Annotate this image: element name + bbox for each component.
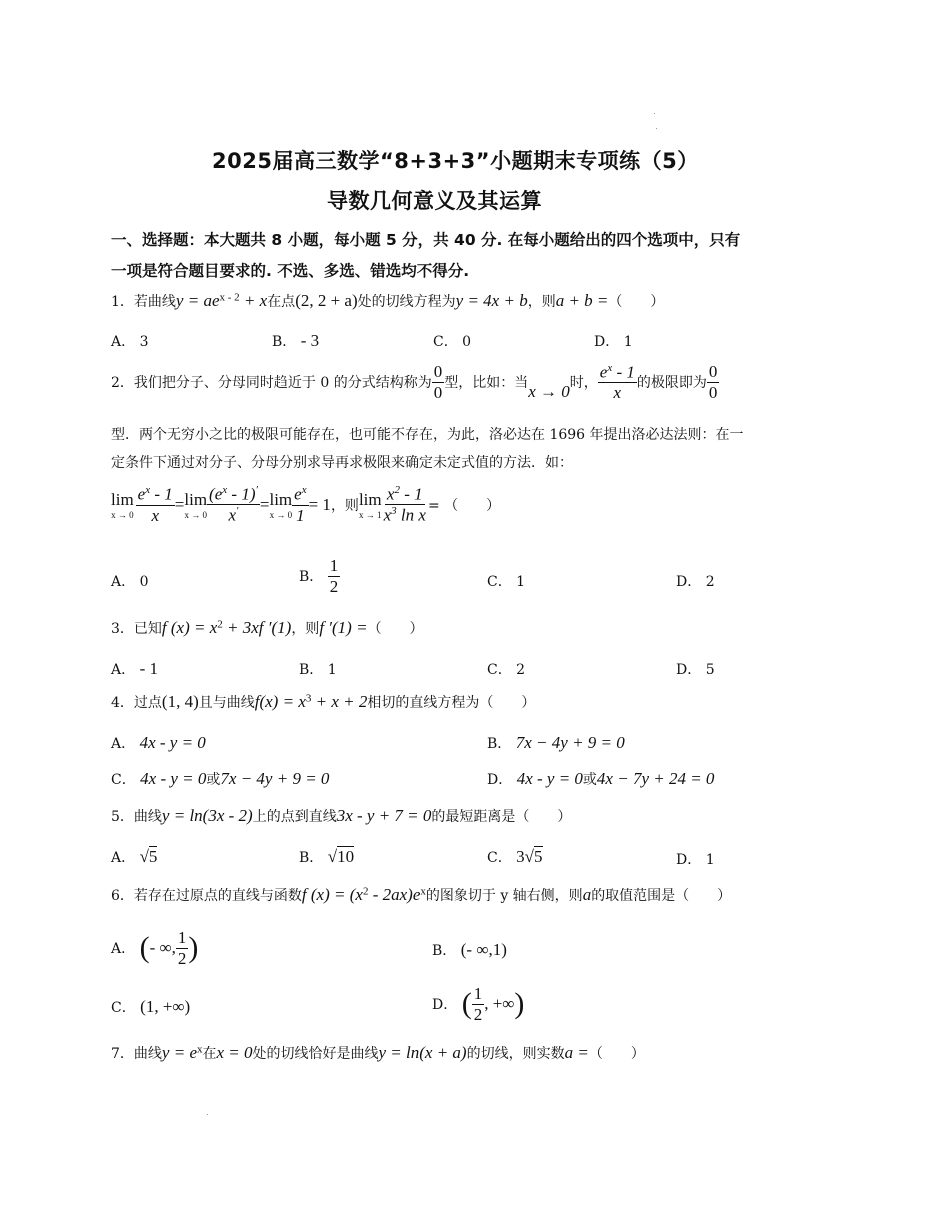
q2-option-b[interactable]: B． $\frac{1}{2}$	[299, 556, 339, 596]
zero-over-zero: $\frac{0}{0}$	[433, 362, 443, 402]
section-heading-line1: 一、选择题：本大题共 8 小题，每小题 5 分，共 40 分. 在每小题给出的四个选项中，只有	[111, 231, 741, 249]
question-6: 6．若存在过原点的直线与函数f $(x) = (x^2 - 2ax)e^x$的图象切于 y 轴右侧，则a的取值范围是（ ）	[111, 885, 732, 904]
q5-option-c[interactable]: C． 3√5	[487, 847, 543, 866]
question-2-line1: 2．我们把分子、分母同时趋近于 0 的分式结构称为 $\frac{0}{0}$ 型，比如：当 x → 0 时， $\frac{e^x - 1}{x}$ 的极限即为 $\frac{0}{0}$	[111, 362, 718, 403]
q4-option-b[interactable]: B． 7x − 4y + 9 = 0	[487, 733, 625, 752]
lhopital-example: lim x → 0 $\frac{e^x - 1}{x}$ = lim x → 0 $\frac{(e^x - 1)'}{x'}$ = lim x → 0 $\frac{e^x}{1}$ = 1 ，则 lim x → 1 $\frac{x^2 - 1}{x^3 \ln x}$ = （ ）	[111, 484, 501, 525]
question-2-line2: 型．两个无穷小之比的极限可能存在，也可能不存在，为此，洛必达在 1696 年提出洛必达法则：在一	[111, 427, 744, 443]
q3-option-d[interactable]: D． 5	[676, 662, 715, 678]
page-title: 2025届高三数学“8+3+3”小题期末专项练（5）	[212, 149, 699, 173]
q1-option-d[interactable]: D． 1	[594, 334, 633, 350]
q3-option-c[interactable]: C． 2	[487, 662, 526, 678]
question-3: 3．已知f $(x) = x^2 + 3xf$ ′(1)，则f ′(1) =（ ）	[111, 618, 424, 637]
q2-option-c[interactable]: C． 1	[487, 574, 526, 590]
q6-option-d[interactable]: D． ( $\frac{1}{2}$ , +∞ )	[432, 984, 525, 1024]
scan-dot	[656, 128, 657, 129]
q1-option-b[interactable]: B． - 3	[272, 331, 320, 350]
question-5: 5．曲线y = ln(3x - 2)上的点到直线3x - y + 7 = 0的最短距离是（ ）	[111, 806, 572, 825]
q4-option-a[interactable]: A． 4x - y = 0	[111, 733, 206, 752]
q2-option-d[interactable]: D． 2	[676, 574, 715, 590]
q5-option-b[interactable]: B． √10	[299, 847, 355, 866]
q5-option-a[interactable]: A． √5	[111, 847, 158, 866]
q1-option-a[interactable]: A． 3	[111, 334, 149, 350]
q6-option-b[interactable]: B． (- ∞,1)	[432, 940, 507, 959]
q5-option-d[interactable]: D． 1	[676, 852, 715, 868]
q3-option-a[interactable]: A． - 1	[111, 659, 158, 678]
q2-option-a[interactable]: A． 0	[111, 574, 149, 590]
ex-fraction: $\frac{e^x - 1}{x}$	[599, 362, 635, 403]
q4-option-c[interactable]: C． 4x - y = 0或7x − 4y + 9 = 0	[111, 769, 330, 788]
q3-option-b[interactable]: B． 1	[299, 662, 337, 678]
section-heading-line2: 一项是符合题目要求的. 不选、多选、错选均不得分.	[111, 262, 470, 280]
question-1: 1．若曲线$y = ae^{x - 2} + x$在点(2, 2 + a)处的切线方程为y = 4x + b，则a + b =（ ）	[111, 291, 665, 310]
question-4: 4．过点(1, 4)且与曲线$f(x) = x^3 + x + 2$相切的直线方程为（ ）	[111, 692, 536, 711]
q6-option-c[interactable]: C． (1, +∞)	[111, 997, 191, 1016]
q1-option-c[interactable]: C． 0	[433, 334, 472, 350]
q6-option-a[interactable]: A． ( - ∞, $\frac{1}{2}$ )	[111, 928, 199, 968]
question-7: 7．曲线$y = e^x$在x = 0处的切线恰好是曲线y = ln(x + a)的切线，则实数a =（ ）	[111, 1043, 645, 1062]
question-2-line3: 定条件下通过对分子、分母分别求导再求极限来确定未定式值的方法．如：	[111, 455, 573, 471]
scan-dot	[207, 1114, 208, 1115]
page-subtitle: 导数几何意义及其运算	[327, 189, 542, 213]
q4-option-d[interactable]: D． 4x - y = 0或4x − 7y + 24 = 0	[487, 769, 715, 788]
scan-dot	[654, 113, 655, 114]
